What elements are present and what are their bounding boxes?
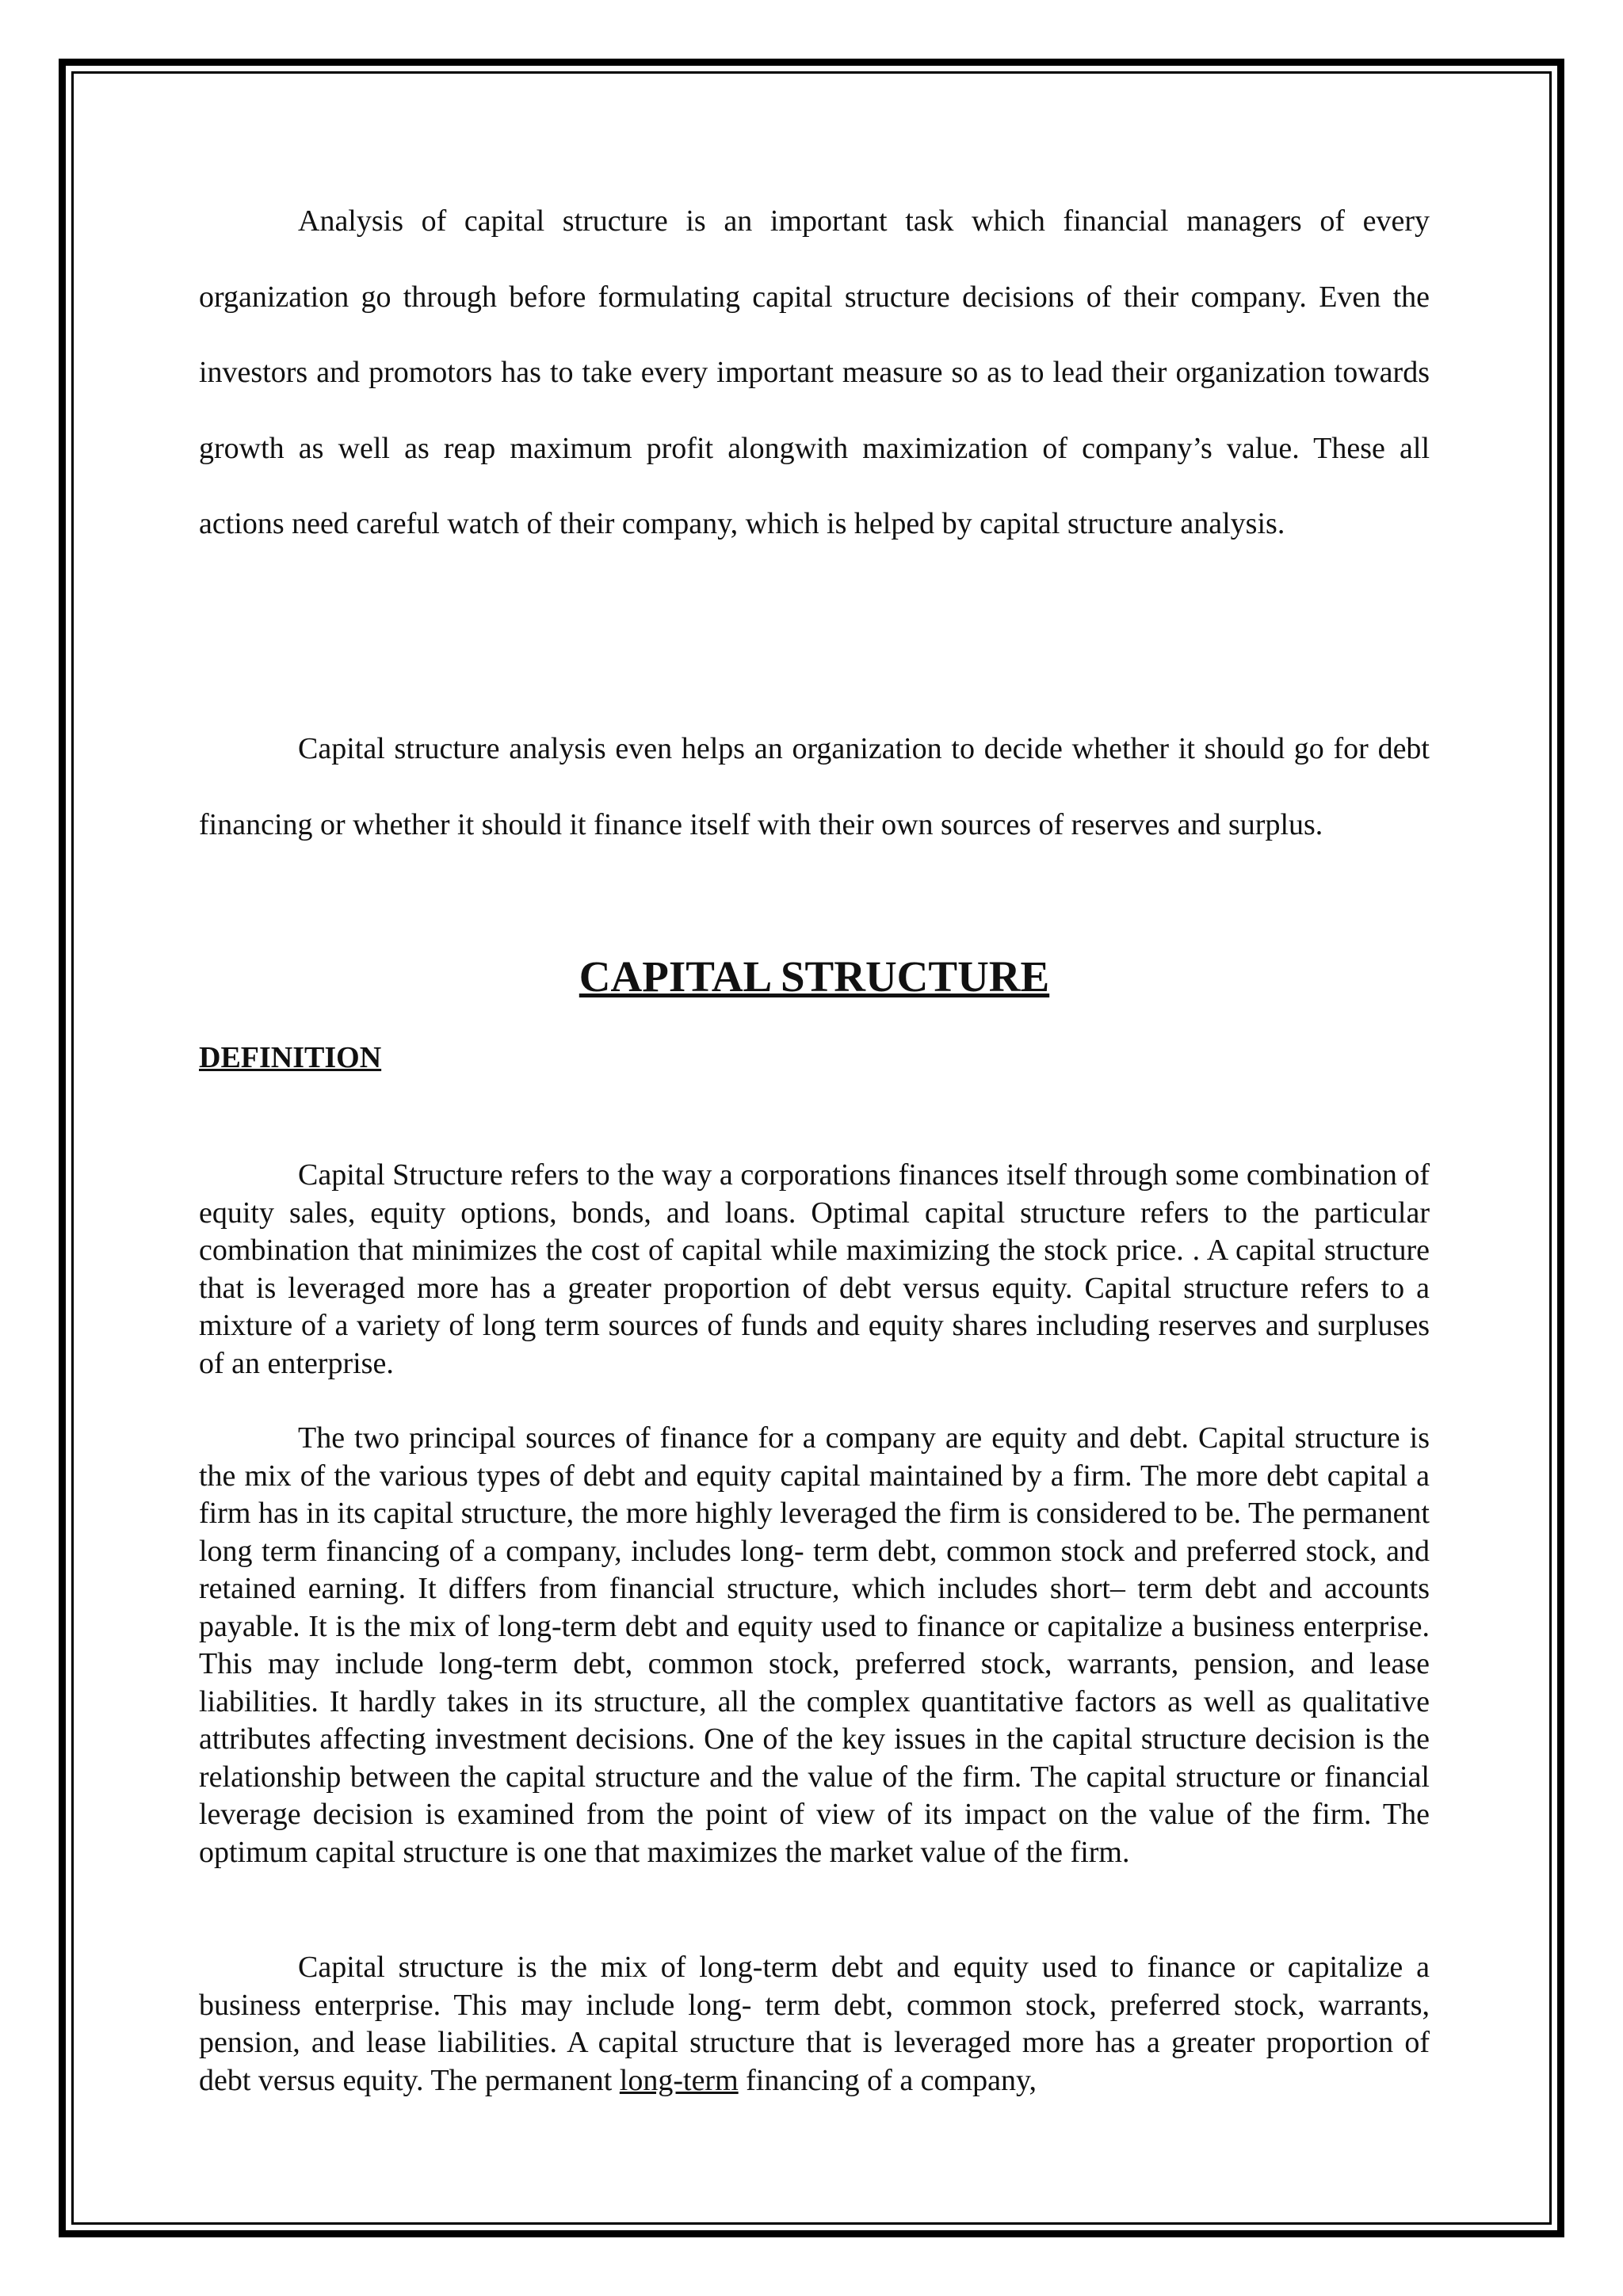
definition-paragraph: Capital Structure refers to the way a corporations finances itself through some combination of equity sales, equity options, bonds, and loans. Optimal capital structure refers to the particular combination that minimizes the cost of capital while maximizing the stock price. . A capital structure that is leveraged more has a greater proportion of debt versus equity. Capital structure refers to a mixture of a variety of long term sources of funds and equity shares including reserves and surpluses of an enterprise. bbox=[199, 1158, 1430, 1380]
mix-paragraph bbox=[199, 1949, 1430, 2100]
intro-paragraph: Analysis of capital structure is an important task which financial managers of every organization go through before formulating capital structure decisions of their company. Even the investors and promotors has to take every important measure so as to lead their organization towards growth as well as reap maximum profit alongwith maximization of company’s value. These all actions need careful watch of their company, which is helped by capital structure analysis. bbox=[199, 204, 1430, 540]
definition-subheading: DEFINITION bbox=[199, 1041, 382, 1074]
mix-paragraph-tail: financing of a company, bbox=[738, 2063, 1037, 2097]
analysis-paragraph: Capital structure analysis even helps an organization to decide whether it should go for debt financing or whether it should it finance itself with their own sources of reserves and surplus. bbox=[199, 732, 1430, 841]
mix-paragraph-text: Capital structure is the mix of long-term debt and equity used to finance or capitalize a business enterprise. This may include long- term debt, common stock, preferred stock, warrants, pension, and lease liabilities. A capital structure that is leveraged more has a greater proportion of debt versus equity. The permanent bbox=[199, 1951, 1430, 2097]
sources-paragraph: The two principal sources of finance for a company are equity and debt. Capital structure is the mix of the various types of debt and equity capital maintained by a firm. The more debt capital a firm has in its capital structure, the more highly leveraged the firm is considered to be. The permanent long term financing of a company, includes long- term debt, common stock and preferred stock, and retained earning. It differs from financial structure, which includes short– term debt and accounts payable. It is the mix of long-term debt and equity used to finance or capitalize a business enterprise. This may include long-term debt, common stock, preferred stock, warrants, pension, and lease liabilities. It hardly takes in its structure, all the complex quantitative factors as well as qualitative attributes affecting investment decisions. One of the key issues in the capital structure decision is the relationship between the capital structure and the value of the firm. The capital structure or financial leverage decision is examined from the point of view of its impact on the value of the firm. The optimum capital structure is one that maximizes the market value of the firm. bbox=[199, 1421, 1430, 1869]
long-term-link[interactable]: long-term bbox=[619, 2063, 739, 2097]
section-heading: CAPITAL STRUCTURE bbox=[579, 952, 1050, 1001]
